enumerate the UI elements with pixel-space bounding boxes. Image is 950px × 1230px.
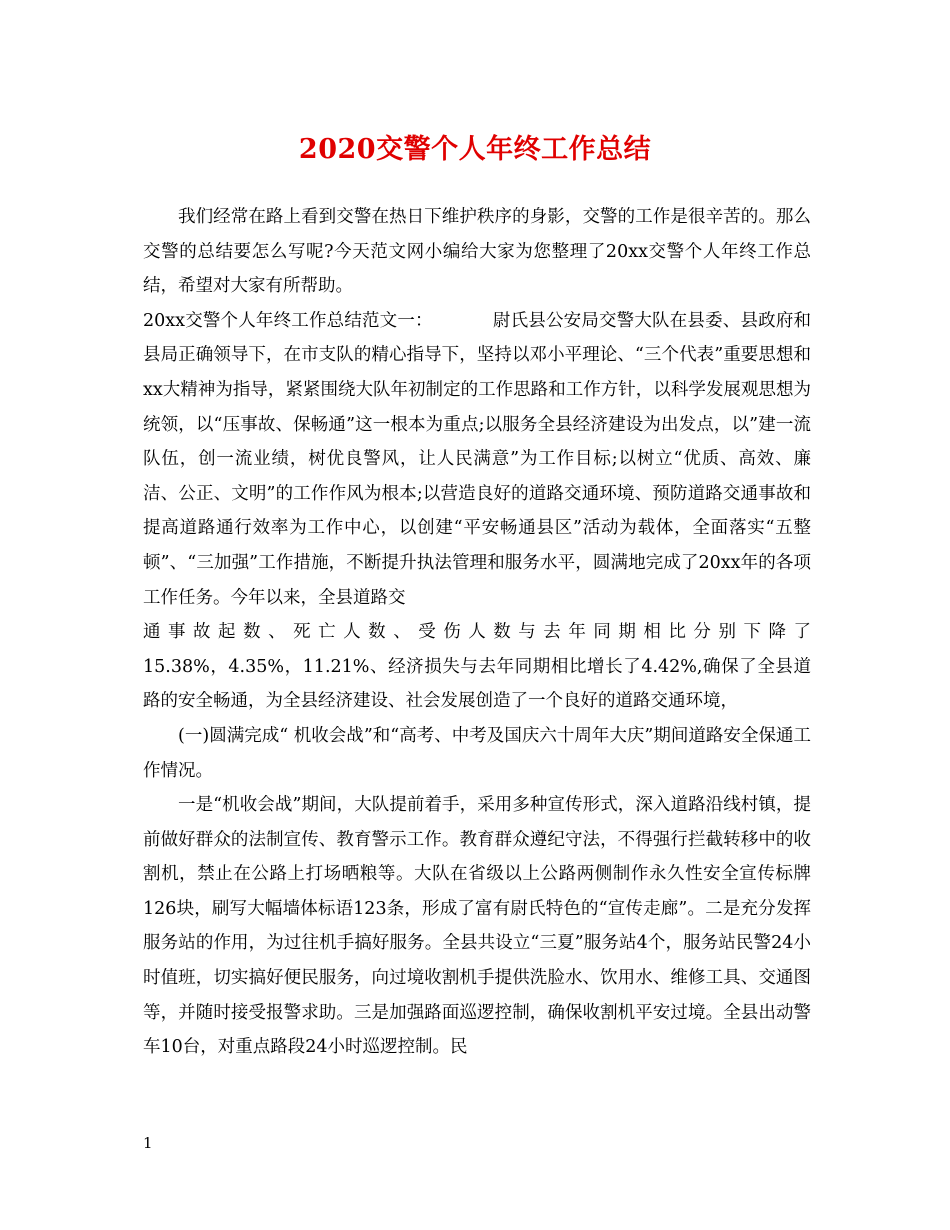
page-number: 1 <box>143 1134 153 1152</box>
main-paragraph-spread-line: 通事故起数、死亡人数、受伤人数与去年同期相比分别下降了 <box>143 622 811 643</box>
document-title: 2020交警个人年终工作总结 <box>298 134 652 165</box>
intro-paragraph: 我们经常在路上看到交警在热日下维护秩序的身影，交警的工作是很辛苦的。那么交警的总结要怎么写呢?今天范文网小编给大家为您整理了20xx交警个人年终工作总结，希望对大家有所帮助。 <box>143 207 811 297</box>
section-heading: 20xx交警个人年终工作总结范文一： <box>143 310 433 331</box>
main-paragraph-end: 15.38%，4.35%，11.21%、经济损失与去年同期相比增长了4.42%,确保了全县道路的安全畅通，为全县经济建设、社会发展创造了一个良好的道路交通环境， <box>143 656 811 712</box>
main-paragraph-start: 尉氏县公安局交警大队在县委、县政府和县局正确领导下，在市支队的精心指导下，坚持以邓小平理论、“三个代表”重要思想和xx大精神为指导，紧紧围绕大队年初制定的工作思路和工作方针，以科学发展观思想为统领，以“压事故、保畅通”这一根本为重点;以服务全县经济建设为出发点，以”建一流队伍，创一流业绩，树优良警风，让人民满意”为工作目标;以树立“优质、高效、廉洁、公正、文明”的工作作风为根本;以营造良好的道路交通环境、预防道路交通事故和提高道路通行效率为工作中心，以创建“平安畅通县区”活动为载体，全面落实“五整顿”、“三加强”工作措施，不断提升执法管理和服务水平，圆满地完成了20xx年的各项工作任务。今年以来，全县道路交 <box>143 310 811 608</box>
paragraph-one: 一是“机收会战”期间，大队提前着手，采用多种宣传形式，深入道路沿线村镇，提前做好群众的法制宣传、教育警示工作。教育群众遵纪守法，不得强行拦截转移中的收割机，禁止在公路上打场晒粮等。大队在省级以上公路两侧制作永久性安全宣传标牌126块，刷写大幅墙体标语123条，形成了富有尉氏特色的“宣传走廊”。二是充分发挥服务站的作用，为过往机手搞好服务。全县共设立“三夏”服务站4个，服务站民警24小时值班，切实搞好便民服务，向过境收割机手提供洗脸水、饮用水、维修工具、交通图等，并随时接受报警求助。三是加强路面巡逻控制，确保收割机平安过境。全县出动警车10台，对重点路段24小时巡逻控制。民 <box>143 795 811 1058</box>
document-body <box>143 200 811 1065</box>
main-paragraph <box>143 304 811 615</box>
subsection-heading: (一)圆满完成“ 机收会战”和“高考、中考及国庆六十周年大庆”期间道路安全保通工作情况。 <box>143 725 811 781</box>
